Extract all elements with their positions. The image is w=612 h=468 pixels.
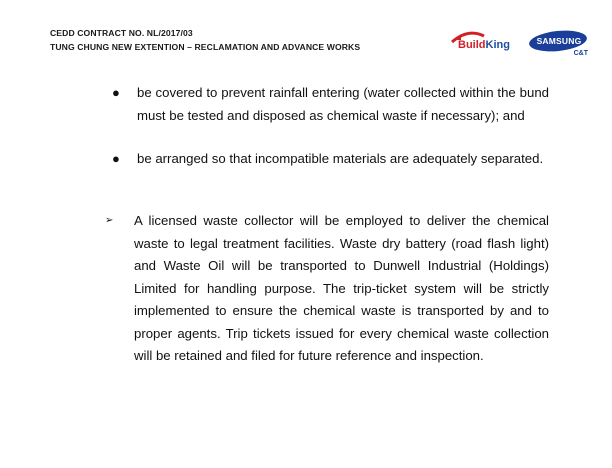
samsung-ct-label: C&T [573,50,588,57]
arrow-item-paragraph: A licensed waste collector will be employed to deliver the chemical waste to legal treatment facilities. Waste dry battery (road flash light) and Waste Oil will be transported to Dunwell Industrial (Holdings) Limited for handling purpose. The trip-ticket system will be strictly implemented to ensure the chemical waste is transported by and to proper agents. Trip tickets issued for every chemical waste collection will be retained and filed for future reference and inspection. [134,213,549,363]
arrow-bullet-icon: ➢ [105,215,114,226]
buildking-logo [448,26,524,60]
bullet-icon: ● [112,151,120,166]
document-header [50,26,360,54]
bullet-icon: ● [112,85,120,100]
bullet-item-2: be arranged so that incompatible materials are adequately separated. [137,151,544,166]
project-title: TUNG CHUNG NEW EXTENTION – RECLAMATION AND ADVANCE WORKS [50,42,361,52]
buildking-wordmark: BuildKing [458,39,510,51]
company-logos [440,26,590,64]
samsung-logo [528,28,590,62]
bullet-item-1: be covered to prevent rainfall entering (water collected within the bund must be tested and disposed as chemical waste if necessary); and [137,85,549,123]
contract-number: CEDD CONTRACT NO. NL/2017/03 [50,28,193,38]
samsung-wordmark: SAMSUNG [536,36,582,46]
